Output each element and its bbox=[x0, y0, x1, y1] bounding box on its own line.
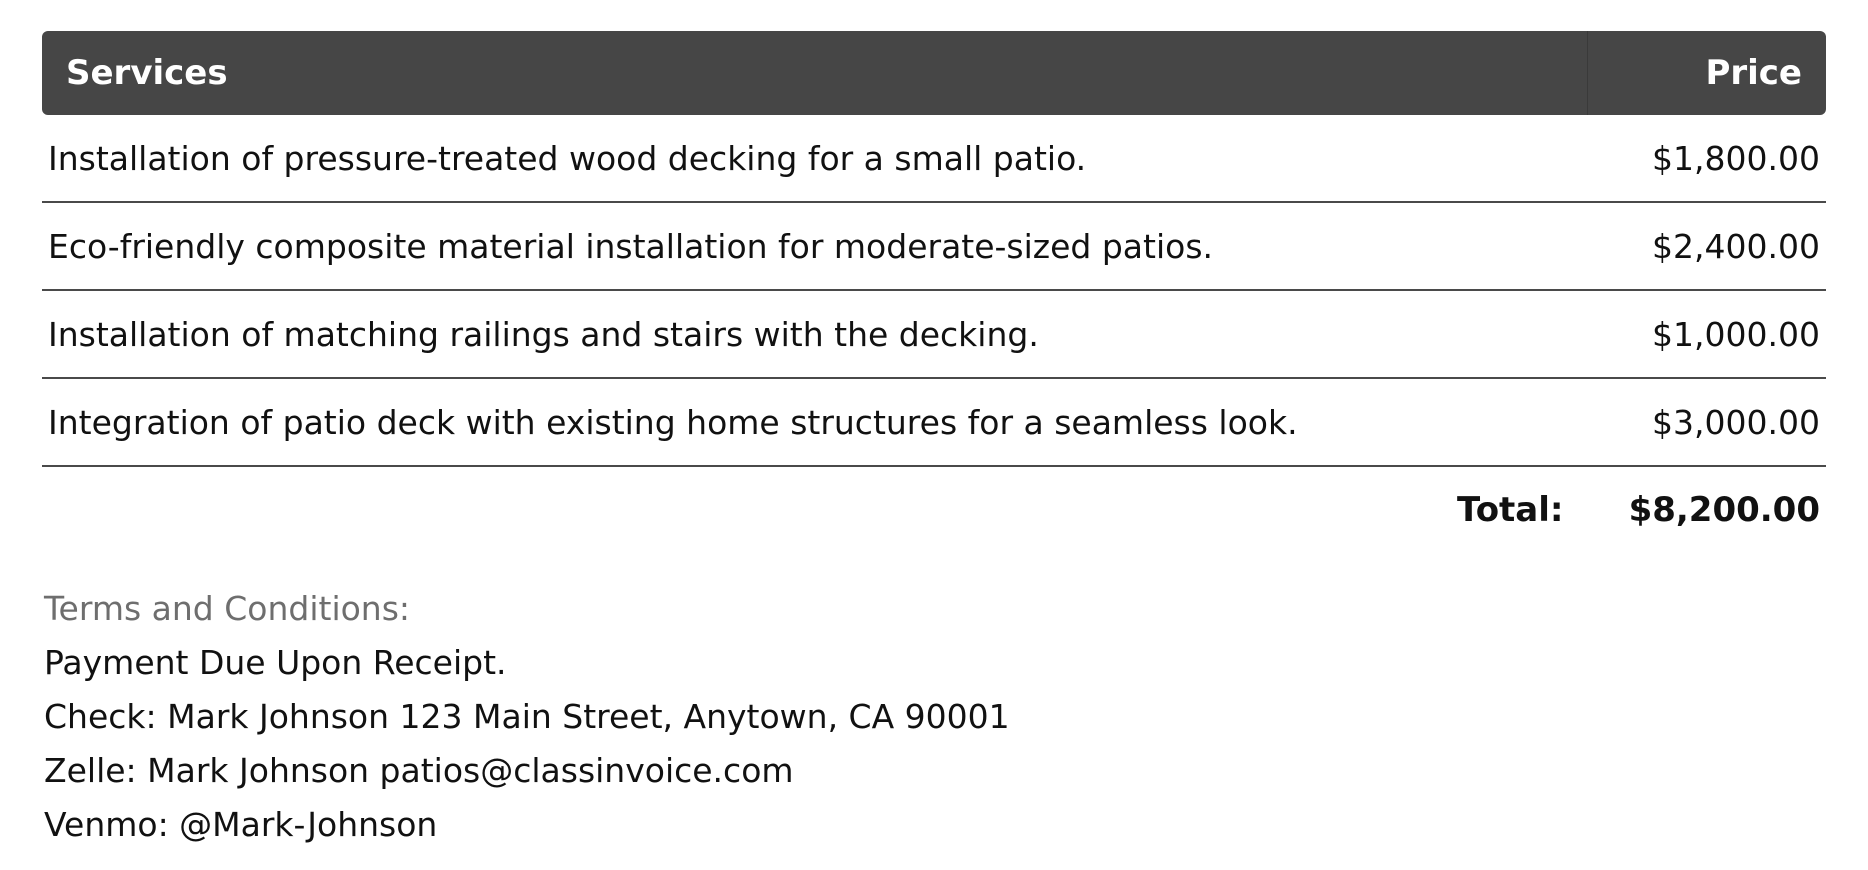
zelle-payment-text: Zelle: Mark Johnson patios@classinvoice.com bbox=[44, 751, 794, 790]
service-description: Installation of matching railings and stairs with the decking. bbox=[42, 290, 1588, 378]
terms-heading: Terms and Conditions: bbox=[44, 589, 411, 628]
terms-and-conditions bbox=[44, 582, 1010, 852]
check-payment-text: Check: Mark Johnson 123 Main Street, Anytown, CA 90001 bbox=[44, 697, 1010, 736]
service-description: Installation of pressure-treated wood decking for a small patio. bbox=[42, 115, 1588, 202]
table-header-row bbox=[42, 31, 1826, 115]
service-description: Eco-friendly composite material installation for moderate-sized patios. bbox=[42, 202, 1588, 290]
total-row bbox=[42, 466, 1826, 553]
services-column-header: Services bbox=[42, 31, 1588, 115]
table-row bbox=[42, 378, 1826, 466]
table-row bbox=[42, 115, 1826, 202]
service-price: $1,000.00 bbox=[1588, 290, 1827, 378]
service-price: $2,400.00 bbox=[1588, 202, 1827, 290]
price-column-header: Price bbox=[1588, 31, 1827, 115]
services-table bbox=[42, 31, 1826, 553]
table-row bbox=[42, 202, 1826, 290]
total-label: Total: bbox=[1457, 490, 1564, 530]
venmo-payment-text: Venmo: @Mark-Johnson bbox=[44, 805, 438, 844]
service-price: $3,000.00 bbox=[1588, 378, 1827, 466]
table-row bbox=[42, 290, 1826, 378]
service-price: $1,800.00 bbox=[1588, 115, 1827, 202]
service-description: Integration of patio deck with existing home structures for a seamless look. bbox=[42, 378, 1588, 466]
payment-due-text: Payment Due Upon Receipt. bbox=[44, 643, 507, 682]
total-value: $8,200.00 bbox=[1628, 490, 1820, 530]
